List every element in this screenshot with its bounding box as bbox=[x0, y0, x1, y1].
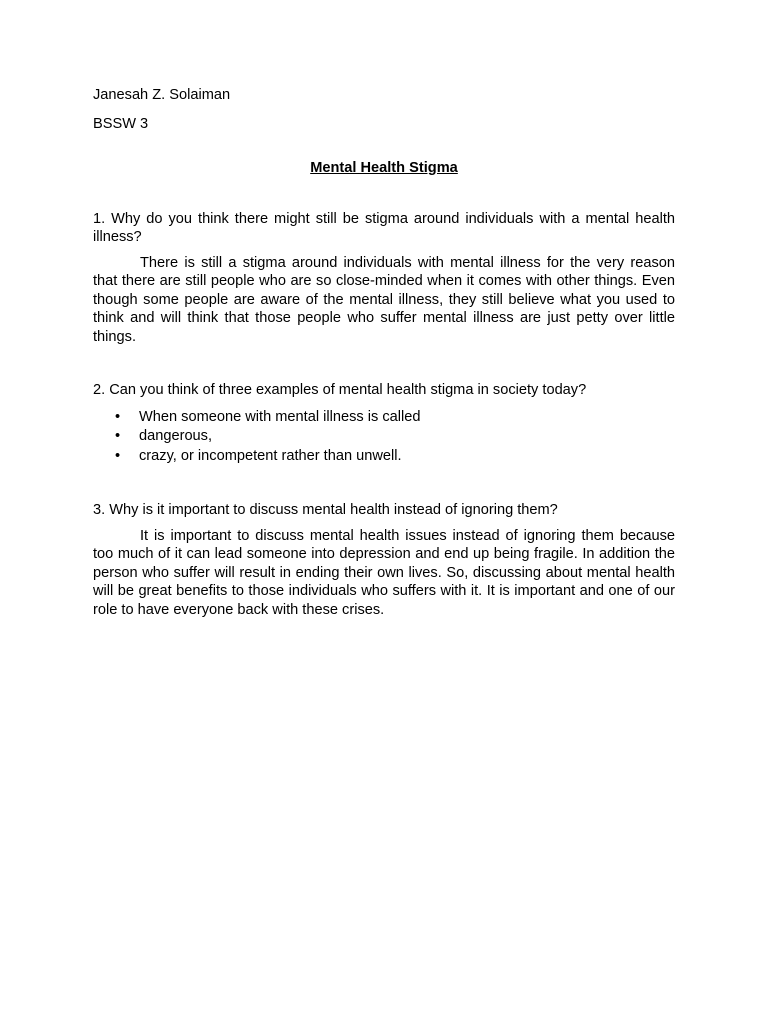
document-page bbox=[93, 86, 675, 619]
author-name: Janesah Z. Solaiman bbox=[93, 87, 231, 103]
course-label: BSSW 3 bbox=[93, 115, 149, 132]
bullet-icon: • bbox=[115, 428, 121, 444]
list-item-text: dangerous, bbox=[139, 428, 213, 444]
bullet-icon: • bbox=[115, 447, 121, 464]
bullet-icon: • bbox=[115, 408, 121, 425]
list-item bbox=[93, 447, 675, 467]
list-item bbox=[93, 427, 675, 447]
answer-3: It is important to discuss mental health issues instead of ignoring them because too much of it can lead someone into depression and end up being fragile. In addition the person who suffer will result in ending their own lives. So, discussing about mental health will be great benefits to those individuals who suffers with it. It is important and one of our role to have everyone back with these crises. bbox=[93, 527, 675, 618]
question-3: 3. Why is it important to discuss mental health instead of ignoring them? bbox=[93, 502, 558, 518]
question-2: 2. Can you think of three examples of mental health stigma in society today? bbox=[93, 382, 587, 398]
list-item-text: When someone with mental illness is called bbox=[139, 408, 421, 425]
examples-list bbox=[93, 408, 675, 467]
answer-1: There is still a stigma around individuals with mental illness for the very reason that there are still people who are so close-minded when it comes with other things. Even though some people are aware of the mental illness, they still believe what you used to think and will think that those people who suffer mental illness are just petty over little things. bbox=[93, 254, 675, 345]
question-1: 1. Why do you think there might still be stigma around individuals with a mental health illness? bbox=[93, 210, 675, 245]
document-title: Mental Health Stigma bbox=[310, 160, 458, 176]
list-item-text: crazy, or incompetent rather than unwell. bbox=[139, 447, 402, 464]
list-item bbox=[93, 408, 675, 428]
